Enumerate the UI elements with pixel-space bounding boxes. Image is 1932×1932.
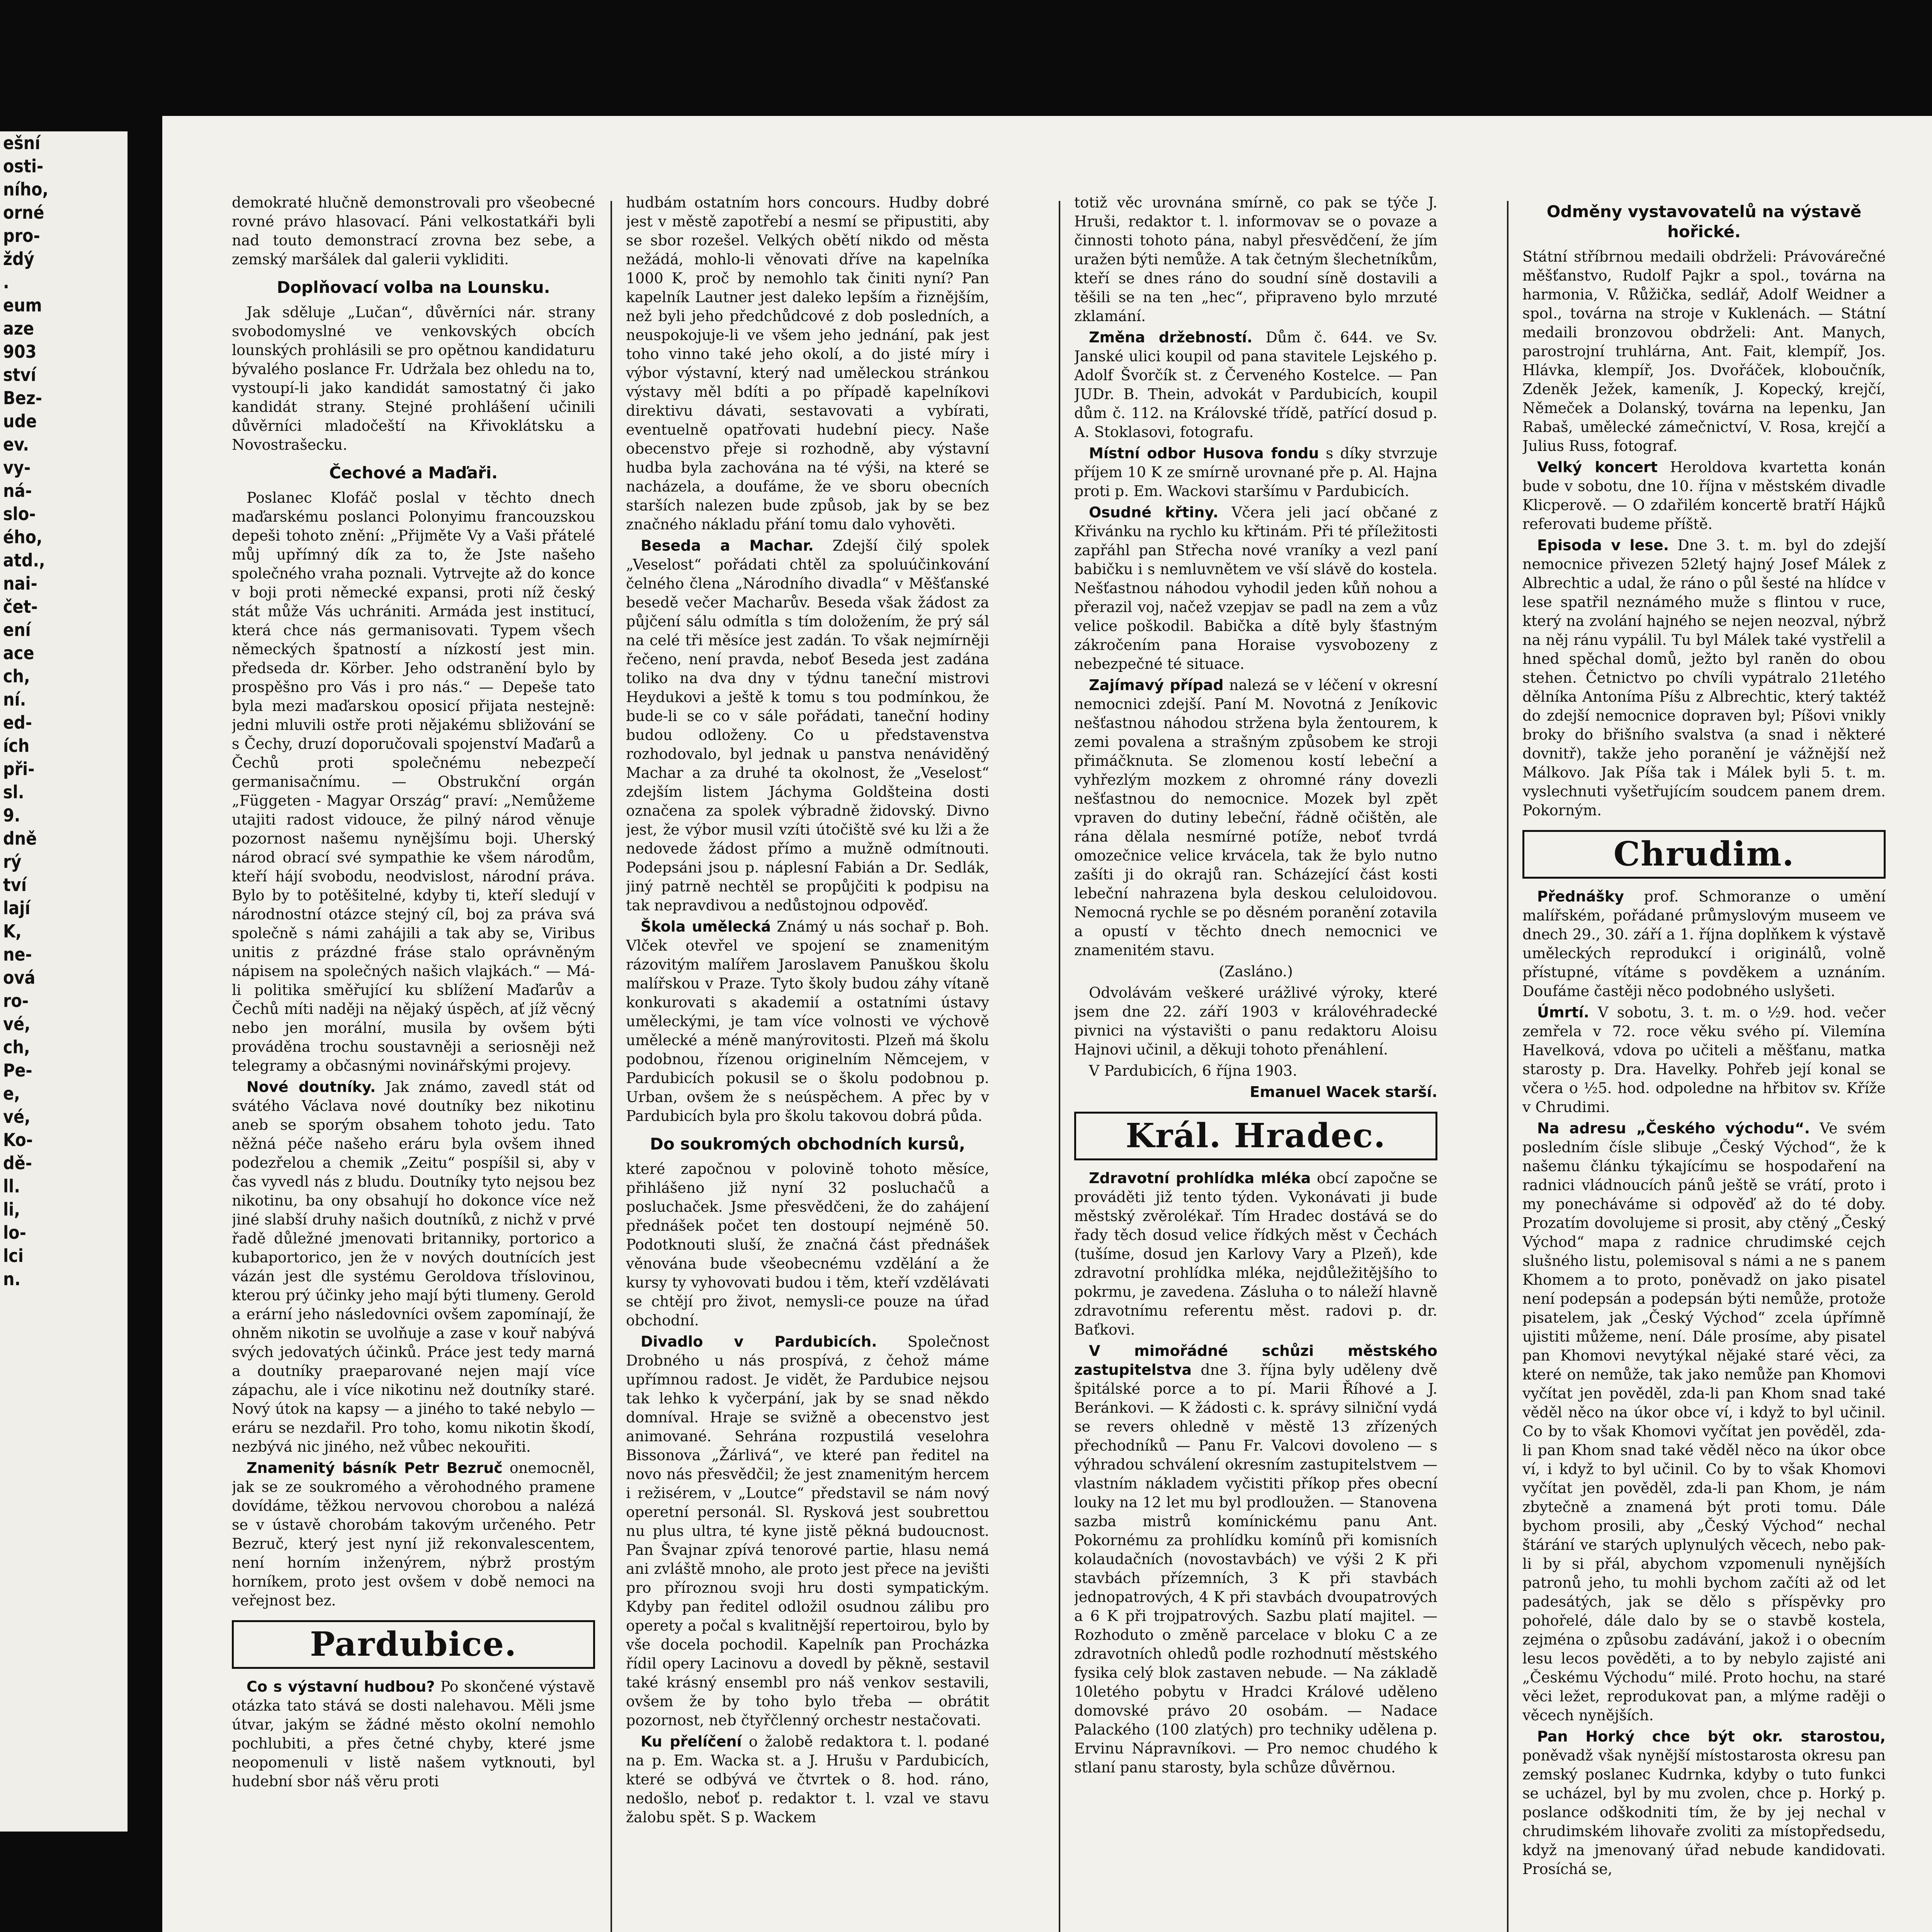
article-heading: Škola umělecká	[641, 918, 771, 935]
adjacent-page-fragment: K,	[3, 921, 22, 942]
adjacent-page-fragment: ná-	[3, 480, 32, 501]
adjacent-page-fragment: lo-	[3, 1222, 26, 1243]
article-text: poněvadž však nynější místostarosta okresu pan zemský poslanec Kudrnka, kdyby o tuto funkci se ucházel, byl by mu zvolen, chce p. Horký p. poslance odškodniti tím, že by jej nechal v chrudimském lihovaře zvoliti za místopředsedu, když na jmenovaný úřad nebude kandidovati. Prosíchá se,	[1522, 1747, 1886, 1878]
article-heading: Přednášky	[1537, 888, 1624, 905]
adjacent-page-fragment: nai-	[3, 573, 37, 594]
adjacent-page-fragment: li,	[3, 1199, 20, 1220]
adjacent-page-fragment: ll.	[3, 1176, 20, 1197]
adjacent-page-fragment: ro-	[3, 990, 29, 1011]
article-text: Odvolávám veškeré urážlivé výroky, které jsem dne 22. září 1903 v královéhradecké pivnici na výstavišti o panu redaktoru Aloisu Hajnovi učinil, a děkuji tohoto přenáhlení.	[1074, 984, 1437, 1058]
article-heading: Nové doutníky.	[247, 1078, 376, 1095]
article-heading: Změna držebností.	[1089, 329, 1253, 346]
article-heading: Ku přelíčení	[641, 1733, 742, 1750]
adjacent-page-fragment: ude	[3, 411, 37, 432]
article-heading: Osudné křtiny.	[1089, 504, 1219, 521]
article-heading: Episoda v lese.	[1537, 537, 1669, 554]
adjacent-page-fragment: Ko-	[3, 1129, 33, 1150]
article-text: Jak známo, zavedl stát od svátého Václava nové doutníky bez nikotinu aneb se sporým obsahem tohoto jedu. Tato něžná péče našeho eráru byla ovšem ihned podezřelou a chemik „Zeitu“ pospíšil si, aby v čas vyvedl nás z bludu. Doutníky tyto nejsou bez nikotinu, ba ony obsahují ho dokonce více než jiné slabší druhy našich doutníků, z nichž v prvé řadě důležné jmenovati britanniky, portorico a kubaportorico, jen že v nových doutnících jest vázán jest dle systému Geroldova tříslovinou, kterou prý účinky jeho mají býti tlumeny. Gerold a erární jeho následovníci ovšem zapomínají, že ohněm nikotin se uvolňuje a zase v kouř nabývá svých jedovatých účinků. Práce jest tedy marná a doutníky praeparované nejen mají více zápachu, ale i více nikotinu než doutníky staré. Nový útok na kapsy — a jiného to také nebylo — eráru se nezdařil. Pro toho, komu nikotin škodí, nezbývá nic jiného, než vůbec nekouřiti.	[232, 1078, 595, 1455]
adjacent-page-fragment: tví	[3, 874, 27, 895]
adjacent-page-fragment: lají	[3, 898, 31, 918]
column-4	[1522, 193, 1886, 1932]
adjacent-page-fragment: orné	[3, 202, 44, 223]
column-rule	[1059, 201, 1060, 1932]
article-text: o žalobě redaktora t. l. podané na p. Em. Wacka st. a J. Hrušu v Pardubicích, které se odbývá ve čtvrtek o 8. hod. ráno, nedošlo, neboť p. redaktor t. l. vzal ve stavu žalobu spět. S p. Wackem	[626, 1733, 989, 1826]
article-text: Zdejší čilý spolek „Veselost“ pořádati chtěl za spoluúčinkování čelného člena „Národního divadla“ v Měšťanské besedě večer Macharův. Beseda však žádost za půjčení sálu odmítla s tím doložením, že prý sál na celé tři měsíce jest zadán. To však nejmírněji řečeno, není pravda, neboť Beseda jest zadána toliko na dva dny v týdnu taneční mistrovi Heydukovi a ještě k tomu s tou podmínkou, že bude-li se co v sále pořádati, taneční hodiny budou odloženy. Co u představenstva rozhodovalo, byl jednak u panstva nenáviděný Machar a za druhé ta okolnost, že „Veselost“ zdejším listem Jáchyma Goldšteina dosti označena za spolek výbradně židovský. Divno jest, že výbor musil vzíti útočiště své ku lži a že nedovede žádost přímo a mužně odmítnouti. Podepsáni jsou p. náplesní Fabián a Dr. Sedlák, jiný patrně nechtěl se propůjčiti k podpisu na tak nepravdivou a nedůstojnou odpověď.	[626, 537, 989, 914]
article-text: Známý u nás sochař p. Boh. Vlček otevřel ve spojení se znamenitým rázovitým malířem Jaroslavem Panuškou školu malířskou v Praze. Tyto školy budou záhy vítaně konkurovati s akademií a ostatními ústavy uměleckými, je tam více volnosti ve výchově umělecké a méně manýrovitosti. Plzeň má školu podobnou, řízenou originelním Němcejem, v Pardubicích pokusil se o školu podobnou p. Urban, ovšem že s neúspěchem. A přec by v Pardubicích byla pro školu takovou dobrá půda.	[626, 918, 989, 1124]
article-text: Ve svém posledním čísle slibuje „Český Východ“, že k našemu článku týkajícímu se hospodaření na radnici vládnoucích pánů ještě se vrátí, proto i my ponecháváme si odpověď až do té doby. Prozatím dovolujeme si prosit, aby ctěný „Český Východ“ mapa z radnice chrudimské cejch slušného listu, polemisoval s námi a ne s panem Khomem a to proto, poněvadž on jako pisatel není podepsán a podepsán býti nemůže, protože pisatelem, jak „Český Východ“ zcela úpřímně ujistiti můžeme, není. Dále prosíme, aby pisatel pan Khomovi nevytýkal nějaké staré věci, za které on nemůže, tak jako nemůže pan Khomovi vyčítat jen pověděl, zda-li pan Khom snad také věděl něco na úkor obce ví, i když to byl učinil. Co by to však Khomovi vyčítat jen pověděl, zda-li pan Khom snad také věděl něco na úkor obce ví, i když to byl učinil. Co by to však Khomovi vyčítat jen pověděl, zda-li pan Khom, je nám zbytečně a znamená být proti tomu. Dále bychom prosili, aby „Český Východ“ nechal štárání ve starých uplynulých věcech, nebo pak-li by si přál, abychom vzpomenuli nynějších patronů jeho, tu mohli bychom začíti až od let padesátých, jak se dělo s příspěvky pro pohořelé, dále dalo by se o stavbě kostela, zejména o způsobu zadávání, jakož i o obecním lesu lecos pověděti, a to by nebylo zajisté ani „Českému Východu“ milé. Proto hochu, na staré věci ležet, reprodukovat pan, a mlýme raději o věcech nynějších.	[1522, 1120, 1886, 1724]
article-heading: Odměny vystavovatelů na výstavě hořické.	[1546, 202, 1862, 241]
zaslano-label: (Zasláno.)	[1219, 963, 1293, 980]
article-text: V sobotu, 3. t. m. o ½9. hod. večer zemřela v 72. roce věku svého pí. Vilemína Havelková, vdova po učiteli a měšťanu, matka starosty p. Dra. Havelky. Pohřeb její konal se včera o ½5. hod. odpoledne na hřbitov sv. Kříže v Chrudimi.	[1522, 1004, 1886, 1116]
adjacent-page-fragment: Pe-	[3, 1060, 32, 1081]
adjacent-page-fragment: 903	[3, 341, 37, 362]
article-text: Dne 3. t. m. byl do zdejší nemocnice přivezen 52letý hajný Josef Málek z Albrechtic a udal, že ráno o půl šesté na hlídce v lese spatřil neznámého muže s flintou v ruce, který na zvolání hajného se nejen neozval, nýbrž na něj ránu vypálil. Tu byl Málek také vystřelil a hned spěchal domů, ježto byl raněn do obou stehen. Četnictvo po chvíli vypátralo 21letého dělníka Antoníma Píšu z Albrechtic, který taktéž do zdejší nemocnice dopraven byl; Píšovi vnikly broky do břišního svalstva (a snad i některé dovnitř), takže jeho poranění je vážnější než Málkovo. Jak Píša tak i Málek byli 5. t. m. vyslechnuti vyšetřujícím soudcem panem drem. Pokorným.	[1522, 537, 1886, 819]
article-text: Společnost Drobného u nás prospívá, z čehož máme upřímnou radost. Je vidět, že Pardubice nejsou tak lehko k vyčerpání, jak by se snad někdo domníval. Hraje se svižně a obecenstvo jest animované. Sehrána rozpustilá veselohra Bissonova „Žárlivá“, ve které pan ředitel na novo nás přesvědčil; že jest znamenitým hercem i režisérem, v „Loutce“ představil se nám nový operetní personál. Sl. Rysková jest soubrettou nu plus ultra, té kyne jistě pěkná budoucnost. Pan Švajnar zpívá tenorové partie, hlasu nemá ani zvláště mnoho, ale proto jest přece na jevišti pro příroznou svoji hru dosti sympatickým. Kdyby pan ředitel odložil osudnou zálibu pro operety a počal s kvalitnější repertoirou, bylo by vše docela pochodil. Kapelník pan Procházka řídil opery Lacinovu a dovedl by pěkně, sestavil také krásný ensembl pro náš venkov sestavili, ovšem že by toho bylo třeba — obrátit pozornost, neb čtyřčlenný orchestr nestačovati.	[626, 1333, 989, 1729]
article-text: demokraté hlučně demonstrovali pro všeobecné rovné právo hlasovací. Páni velkostatkáři byli nad touto demonstrací zrovna bez sebe, a zemský maršálek dal galerii vykliditi.	[232, 194, 595, 268]
adjacent-page-fragment: ev.	[3, 434, 29, 455]
adjacent-page-fragment: n.	[3, 1269, 21, 1289]
section-title-kral-hradec: Král. Hradec.	[1074, 1112, 1437, 1160]
article-text: onemocněl, jak se ze soukromého a věrohodného pramene dovídáme, těžkou nervovou chorobou a nalézá se v ústavě chorobám takovým určeného. Petr Bezruč, který jest nyní již rekonvalescentem, není horním inženýrem, nýbrž prostým horníkem, proto jest ovšem v době nemoci na veřejnost bez.	[232, 1459, 595, 1609]
adjacent-page-fragment: dě-	[3, 1153, 32, 1173]
column-rule	[611, 201, 612, 1932]
signature: Emanuel Wacek starší.	[1250, 1083, 1437, 1100]
adjacent-page-fragment: lci	[3, 1245, 24, 1266]
adjacent-page-fragment: vy-	[3, 457, 31, 478]
adjacent-page-fragment: 9.	[3, 805, 20, 826]
adjacent-page-strip	[0, 131, 128, 1832]
article-heading: Divadlo v Pardubicích.	[641, 1333, 877, 1350]
adjacent-page-fragment: ešní	[3, 133, 41, 153]
column-1	[232, 193, 595, 1932]
adjacent-page-fragment: aze	[3, 318, 34, 339]
adjacent-page-fragment: rý	[3, 851, 22, 872]
adjacent-page-fragment: sl.	[3, 782, 24, 803]
article-heading: Zdravotní prohlídka mléka	[1089, 1170, 1311, 1187]
adjacent-page-fragment: vé,	[3, 1106, 31, 1127]
column-3	[1074, 193, 1437, 1932]
article-text: Po skončené výstavě otázka tato stává se dosti nalehavou. Měli jsme útvar, jakým se žádné město okolní nemohlo pochlubiti, a přes četné chyby, které jsme neopomenuli v listě našem vytknouti, byl hudební sbor náš věru proti	[232, 1678, 595, 1790]
adjacent-page-fragment: dně	[3, 828, 37, 849]
adjacent-page-fragment: eum	[3, 295, 42, 316]
article-heading: Beseda a Machar.	[641, 537, 814, 554]
adjacent-page-fragment: ch,	[3, 666, 30, 687]
adjacent-page-fragment: ní.	[3, 689, 26, 710]
article-text: nalezá se v léčení v okresní nemocnici zdejší. Paní M. Novotná z Jeníkovic nešťastnou náhodou stržena byla žentourem, k zemi povalena a strašným způsobem ke stroji přimáčknuta. Se zlomenou kostí lebeční a vyhřezlým mozkem z ohromné rány dovezli nešťastnou do nemocnice. Mozek byl zpět vpraven do dutiny lebeční, řádně očištěn, ale rána dělala nesmírné potíže, neboť tvrdá omozečnice velice krvácela, tak že bylo nutno zašíti ji do okrajů ran. Scházející část kosti lebeční nahrazena byla deskou celuloidovou. Nemocná rychle se po děsném poranění zotavila a opustí v těchto dnech nemocnici ve znamenitém stavu.	[1074, 677, 1437, 959]
article-heading: Pan Horký chce být okr. starostou,	[1537, 1728, 1886, 1745]
article-text: Poslanec Klofáč poslal v těchto dnech maďarskému poslanci Polonyimu francouzskou depeši tohoto znění: „Přijměte Vy a Vaši přátelé můj upřímný dík za to, že Jste našeho společného vraha poznali. Vytrvejte až do konce v boji proti německé expansi, proti níž český stát může Vás uchrániti. Armáda jest institucí, která chce nás germanisovati. Typem všech německých špatností a nízkostí jest min. předseda dr. Körber. Jeho odstranění bylo by prospěšno pro Vás i pro nás.“ — Depeše tato byla mezi maďarskou oposicí přijata nestejně: jedni mluvili ostře proti nějakému sbližování se s Čechy, druzí doporučovali spojenství Maďarů a Čechů proti společnému nebezpečí germanisačnímu. — Obstrukční orgán „Függeten - Magyar Ország“ praví: „Nemůžeme utajiti radost vidouce, že pilný národ věnuje pozornost našemu nynějšímu boji. Uherský národ obrací své sympathie ke všem národům, kteří hájí svobodu, neodvislost, národní práva. Bylo by to potěšitelné, kdyby ti, kteří sledují v národnostní otázce stejný cíl, boj za práva svá společně s námi zahájili a tak aby se, Viribus unitis z prázdné fráse stalo oprávněným nápisem na společných našich vlajkách.“ — Má-li politika směřující ku sblížení Maďarův a Čechů míti naději na nějaký úspěch, ať jíž věcný nebo jen morální, musila by ovšem býti prováděna trochu soustavněji a seriosněji než telegramy a občasnými novinářskými projevy.	[232, 489, 595, 1074]
article-text: prof. Schmoranze o umění malířském, pořádané průmyslovým museem ve dnech 29., 30. září a 1. října doplňkem k výstavě uměleckých reprodukcí i originálů, volně přístupné, vítáme s povděkem a uznáním. Doufáme častěji něco podobného uslyšeti.	[1522, 888, 1886, 1000]
adjacent-page-fragment: ení	[3, 619, 31, 640]
adjacent-page-fragment: Bez-	[3, 388, 42, 408]
adjacent-page-fragment: ního,	[3, 179, 49, 200]
adjacent-page-fragment: ích	[3, 735, 30, 756]
adjacent-page-fragment: při-	[3, 759, 35, 779]
article-heading: Co s výstavní hudbou?	[247, 1678, 435, 1695]
adjacent-page-fragment: atd.,	[3, 550, 45, 571]
section-title-pardubice: Pardubice.	[232, 1620, 595, 1669]
adjacent-page-fragment: ová	[3, 967, 36, 988]
section-title-chrudim: Chrudim.	[1522, 830, 1886, 879]
adjacent-page-fragment: ed-	[3, 712, 32, 733]
column-rule	[1507, 201, 1509, 1932]
column-2	[626, 193, 989, 1932]
article-heading: Úmrtí.	[1537, 1004, 1589, 1021]
article-text: Heroldova kvartetta konán bude v sobotu, dne 10. října v městském divadle Klicperově. — O zdařilém koncertě bratří Hájků referovati budeme příště.	[1522, 459, 1886, 532]
article-heading: Doplňovací volba na Lounsku.	[277, 278, 550, 297]
adjacent-page-fragment: vé,	[3, 1014, 31, 1034]
article-text: Včera jeli jací občané z Křivánku na rychlo ku křtinám. Při té příležitosti zapřáhl pan Střecha nové vraníky a vezl paní babičku i s nemluvnětem ve vší slávě do kostela. Nešťastnou náhodou vyhodil jeden kůň nohou a přerazil voj, načež vzepjav se padl na zem a vůz velice poškodil. Babička a dítě byly šťastným zákročením pana Horaise vysvobozeny z nebezpečné té situace.	[1074, 504, 1437, 672]
article-text: totiž věc urovnána smírně, co pak se týče J. Hruši, redaktor t. l. informovav se o povaze a činnosti tohoto pána, nabyl přesvědčení, že jím uražen býti nemůže. A tak četným šlechetníkům, kteří se dnes ráno do soudní síně dostavili a těšili se na ten „hec“, připraveno bylo mrzuté zklamání.	[1074, 194, 1437, 325]
article-heading: Velký koncert	[1537, 459, 1658, 476]
adjacent-page-fragment: slo-	[3, 503, 36, 524]
adjacent-page-fragment: ství	[3, 364, 36, 385]
article-heading: Místní odbor Husova fondu	[1089, 445, 1319, 462]
article-heading: Znamenitý básník Petr Bezruč	[247, 1459, 503, 1476]
article-text: Jak sděluje „Lučan“, důvěrníci nár. strany svobodomyslné ve venkovských obcích lounských prohlásili se pro opětnou kandidaturu bývalého poslance Fr. Udržala bez ohledu na to, vystoupí-li jako kandidát samostatný či jako kandidát strany. Stejné prohlášení učinili důvěrníci mladočeští na Křivoklátsku a Novostrašecku.	[232, 304, 595, 453]
adjacent-page-fragment: čet-	[3, 596, 38, 617]
article-text: s díky stvrzuje příjem 10 K ze smírně urovnané pře p. Al. Hajna proti p. Em. Wackovi staršímu v Pardubicích.	[1074, 445, 1437, 500]
article-text: Státní stříbrnou medaili obdrželi: Právovárečné měšťanstvo, Rudolf Pajkr a spol., továrna na harmonia, V. Růžička, sedlář, Adolf Weidner a spol., továrna na stroje v Kuklenách. — Státní medaili bronzovou obdrželi: Ant. Manych, parostrojní truhlárna, Ant. Fait, klempíř, Jos. Hlávka, klempíř, Jos. Dvořáček, kloboučník, Zdeněk Ježek, kameník, J. Kopecký, krejčí, Němeček a Dolanský, továrna na lepenku, Jan Rabaš, umělecké zámečnictví, V. Rosa, krejčí a Julius Russ, fotograf.	[1522, 248, 1886, 454]
adjacent-page-fragment: osti-	[3, 156, 44, 177]
article-heading: V mimořádné schůzi městského zastupitelstva	[1074, 1342, 1437, 1378]
article-heading: Čechové a Maďaři.	[329, 463, 498, 482]
adjacent-page-fragment: ždý	[3, 248, 34, 269]
adjacent-page-fragment: .	[3, 272, 9, 293]
article-heading: Na adresu „Českého východu“.	[1537, 1120, 1810, 1137]
adjacent-page-fragment: pro-	[3, 225, 40, 246]
adjacent-page-fragment: ne-	[3, 944, 32, 965]
article-heading: Do soukromých obchodních kursů,	[650, 1134, 965, 1153]
article-text: obcí započne se prováděti již tento týden. Vykonávati ji bude městský zvěrolékař. Tím Hradec dostává se do řady těch dosud velice řídkých měst v Čechách (tušíme, dosud jen Karlovy Vary a Plzeň), kde zdravotní prohlídka mléka, nejdůležitějšího to pokrmu, je zavedena. Zásluha o to náleží hlavně zdravotnímu referentu měst. radovi p. dr. Baťkovi.	[1074, 1170, 1437, 1338]
article-text: hudbám ostatním hors concours. Hudby dobré jest v městě zapotřebí a nesmí se připustiti, aby se sbor rozešel. Velkých obětí nikdo od města nežádá, mohlo-li věnovati dříve na kapelníka 1000 K, proč by nemohlo tak činiti nyní? Pan kapelník Lautner jest daleko lepším a řiznějším, než byli jeho předchůdcové z dob posledních, a neuspokojuje-li ve všem jeho jednání, pak jest toho vinno také jeho okolí, a do jisté míry i výbor výstavní, který nad uměleckou stránkou výstavy měl bdíti a po případě kapelníkovi direktivu dávati, sestavovati a vybírati, eventuelně opatřovati hudební piecy. Naše obecenstvo přeje si rozhodně, aby výstavní hudba byla zachována na té výši, na které se nacházela, a doufáme, že ve sboru obecních starších nalezen bude způsob, jak by se bez značného nákladu přání tomu dalo vyhověti.	[626, 194, 989, 533]
adjacent-page-fragment: ého,	[3, 527, 43, 548]
article-text: dne 3. října byly uděleny dvě špitálské porce a to pí. Marii Říhové a J. Beránkovi. — K žádosti c. k. správy silniční vydá se revers ohledně v městě 13 zřízených přechodníků — Panu Fr. Valcovi dovoleno — s výhradou schválení okresním zastupitelstvem — vlastním nákladem vyčistiti příkop přes obecní louky na 12 let mu byl prodloužen. — Stanovena sazba mistrů komínickému panu Ant. Pokornému za prohlídku komínů při komisních kolaudačních (novostavbách) ve výši 2 K při stavbách přízemních, 3 K při stavbách jednopatrových, 4 K při stavbách dvoupatrových a 6 K při trojpatrových. Sazbu platí majitel. — Rozhoduto o změně parcelace v bloku C a ze zdravotních ohledů podle rozhodnutí městského fysika celý blok zastaven nebude. — Na základě 10letého pobytu v Hradci Králové uděleno domovské právo 20 osobám. — Nadace Palackého (100 zlatých) pro techniky udělena p. Ervinu Nápravníkovi. — Pro nemoc chudého k stlaní panu starosty, byla schůze důvěrnou.	[1074, 1361, 1437, 1776]
adjacent-page-fragment: ch,	[3, 1037, 30, 1058]
article-text: které započnou v polovině tohoto měsíce, přihlášeno již nyní 32 posluchačů a posluchaček. Jsme přesvědčeni, že do zahájení přednášek počet ten dostoupí nejméně 50. Podotknouti sluší, že značná část přednášek věnována bude všeobecnému vzdělání a že kursy ty vyhovovati budou i těm, kteří vzdělávati se chtějí pro život, nemysli-ce pouze na úřad obchodní.	[626, 1160, 989, 1329]
article-text: Dům č. 644. ve Sv. Janské ulici koupil od pana stavitele Lejského p. Adolf Švorčík st. z Červeného Kostelce. — Pan JUDr. B. Thein, advokát v Pardubicích, koupil dům č. 112. na Královské třídě, patřící dosud p. A. Stoklasovi, fotografu.	[1074, 329, 1437, 440]
adjacent-page-fragment: e,	[3, 1083, 20, 1104]
adjacent-page-fragment: ace	[3, 643, 34, 663]
place-date: V Pardubicích, 6 října 1903.	[1089, 1062, 1298, 1079]
article-heading: Zajímavý případ	[1089, 677, 1224, 694]
